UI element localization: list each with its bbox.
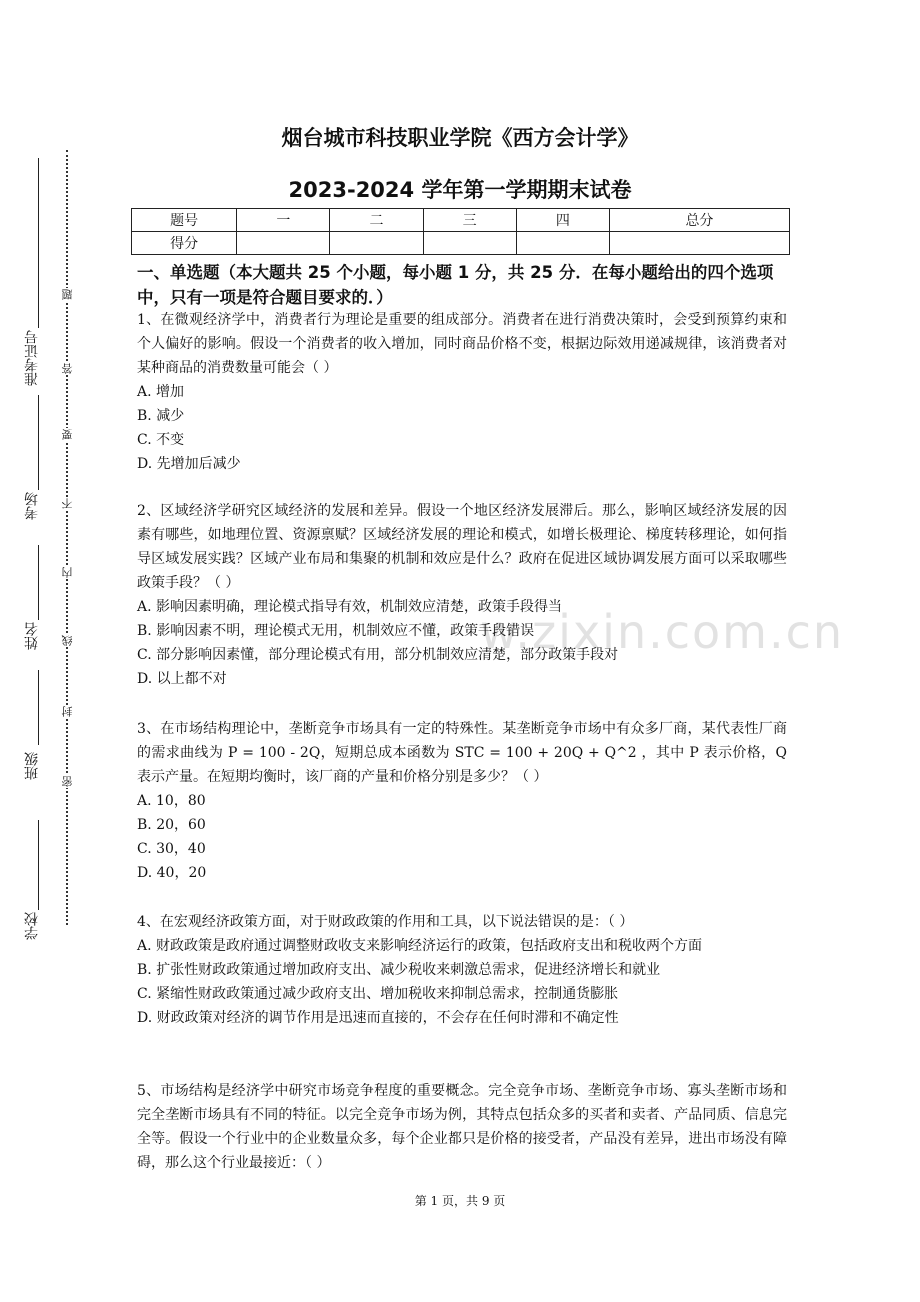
question-3 xyxy=(137,717,787,885)
option: B. 20，60 xyxy=(137,817,206,833)
exam-subtitle: 2023-2024 学年第一学期期末试卷 xyxy=(288,178,632,202)
seal-char: 不 xyxy=(61,498,74,509)
option: D. 财政政策对经济的调节作用是迅速而直接的，不会存在任何时滞和不确定性 xyxy=(137,1010,619,1026)
score-header-cell: 一 xyxy=(237,209,330,232)
option: D. 先增加后减少 xyxy=(137,456,241,472)
option: B. 影响因素不明，理论模式无用，机制效应不懂，政策手段错误 xyxy=(137,623,535,639)
score-header-cell: 二 xyxy=(330,209,423,232)
school-label: 学校 xyxy=(24,912,40,940)
seal-char: 线 xyxy=(61,635,74,646)
score-table-score-row xyxy=(132,232,790,255)
score-table xyxy=(131,208,790,255)
question-5 xyxy=(137,1079,787,1175)
watermark: w.zixin.com.cn xyxy=(480,605,845,659)
option: B. 扩张性财政政策通过增加政府支出、减少税收来刺激总需求，促进经济增长和就业 xyxy=(137,962,661,978)
question-2 xyxy=(137,499,787,691)
seal-char: 内 xyxy=(61,567,74,578)
exam-id-label: 准考证号 xyxy=(24,330,40,386)
option: A. 影响因素明确，理论模式指导有效，机制效应清楚，政策手段得当 xyxy=(137,599,563,615)
question-stem: 3、在市场结构理论中，垄断竞争市场具有一定的特殊性。某垄断竞争市场中有众多厂商，某代表性厂商的需求曲线为 P = 100 - 2Q，短期总成本函数为 STC = 100 + 20Q + Q^2 ，其中 P 表示价格，Q 表示产量。在短期均衡时，该厂商的产量和价格分别是多少？（ ） xyxy=(137,721,787,785)
seal-char: 密 xyxy=(61,776,74,787)
name-label: 姓名 xyxy=(24,622,40,650)
score-cell xyxy=(609,232,789,255)
question-4 xyxy=(137,910,787,1030)
option: C. 不变 xyxy=(137,432,185,448)
school-underline xyxy=(38,820,39,910)
score-cell xyxy=(330,232,423,255)
option: C. 紧缩性财政政策通过减少政府支出、增加税收来抑制总需求，控制通货膨胀 xyxy=(137,986,619,1002)
question-stem: 2、区域经济学研究区域经济的发展和差异。假设一个地区经济发展滞后。那么，影响区域经济发展的因素有哪些，如地理位置、资源禀赋？区域经济发展的理论和模式，如增长极理论、梯度转移理论，如何指导区域发展实践？区域产业布局和集聚的机制和效应是什么？政府在促进区域协调发展方面可以采取哪些政策手段？（ ） xyxy=(137,503,787,591)
seal-char: 要 xyxy=(61,429,74,440)
page-footer: 第 1 页，共 9 页 xyxy=(414,1194,506,1208)
question-1 xyxy=(137,308,787,476)
seal-line xyxy=(66,150,68,925)
score-table-header-row xyxy=(132,209,790,232)
section-heading: 一、单选题（本大题共 25 个小题，每小题 1 分，共 25 分．在每小题给出的四个选项中，只有一项是符合题目要求的．） xyxy=(137,263,774,307)
option: D. 40，20 xyxy=(137,865,207,881)
exam-room-label: 考场 xyxy=(24,492,40,520)
question-stem: 1、在微观经济学中，消费者行为理论是重要的组成部分。消费者在进行消费决策时，会受到预算约束和个人偏好的影响。假设一个消费者的收入增加，同时商品价格不变，根据边际效用递减规律，该消费者对某种商品的消费数量可能会（ ） xyxy=(137,312,787,376)
name-underline xyxy=(38,545,39,620)
question-stem: 5、市场结构是经济学中研究市场竞争程度的重要概念。完全竞争市场、垄断竞争市场、寡头垄断市场和完全垄断市场具有不同的特征。以完全竞争市场为例，其特点包括众多的买者和卖者、产品同质、信息完全等。假设一个行业中的企业数量众多，每个企业都只是价格的接受者，产品没有差异，进出市场没有障碍，那么这个行业最接近：（ ） xyxy=(137,1083,787,1171)
option: B. 减少 xyxy=(137,408,185,424)
exam-title: 烟台城市科技职业学院《西方会计学》 xyxy=(281,126,639,150)
seal-char: 题 xyxy=(61,289,74,300)
score-cell xyxy=(237,232,330,255)
score-header-cell: 总分 xyxy=(609,209,789,232)
seal-char: 封 xyxy=(61,706,74,717)
seal-char: 答 xyxy=(61,363,74,374)
question-stem: 4、在宏观经济政策方面，对于财政政策的作用和工具，以下说法错误的是：（ ） xyxy=(137,914,634,930)
option: A. 财政政策是政府通过调整财政收支来影响经济运行的政策，包括政府支出和税收两个方面 xyxy=(137,938,703,954)
score-cell xyxy=(516,232,609,255)
score-header-cell: 三 xyxy=(423,209,516,232)
option: C. 部分影响因素懂，部分理论模式有用，部分机制效应清楚，部分政策手段对 xyxy=(137,647,619,663)
class-underline xyxy=(38,670,39,745)
score-cell xyxy=(423,232,516,255)
option: C. 30，40 xyxy=(137,841,206,857)
class-label: 班级 xyxy=(24,752,40,780)
exam-room-underline xyxy=(38,395,39,490)
score-header-cell: 题号 xyxy=(132,209,237,232)
option: A. 增加 xyxy=(137,384,185,400)
score-header-cell: 四 xyxy=(516,209,609,232)
option: D. 以上都不对 xyxy=(137,671,227,687)
score-row-label: 得分 xyxy=(132,232,237,255)
option: A. 10，80 xyxy=(137,793,206,809)
